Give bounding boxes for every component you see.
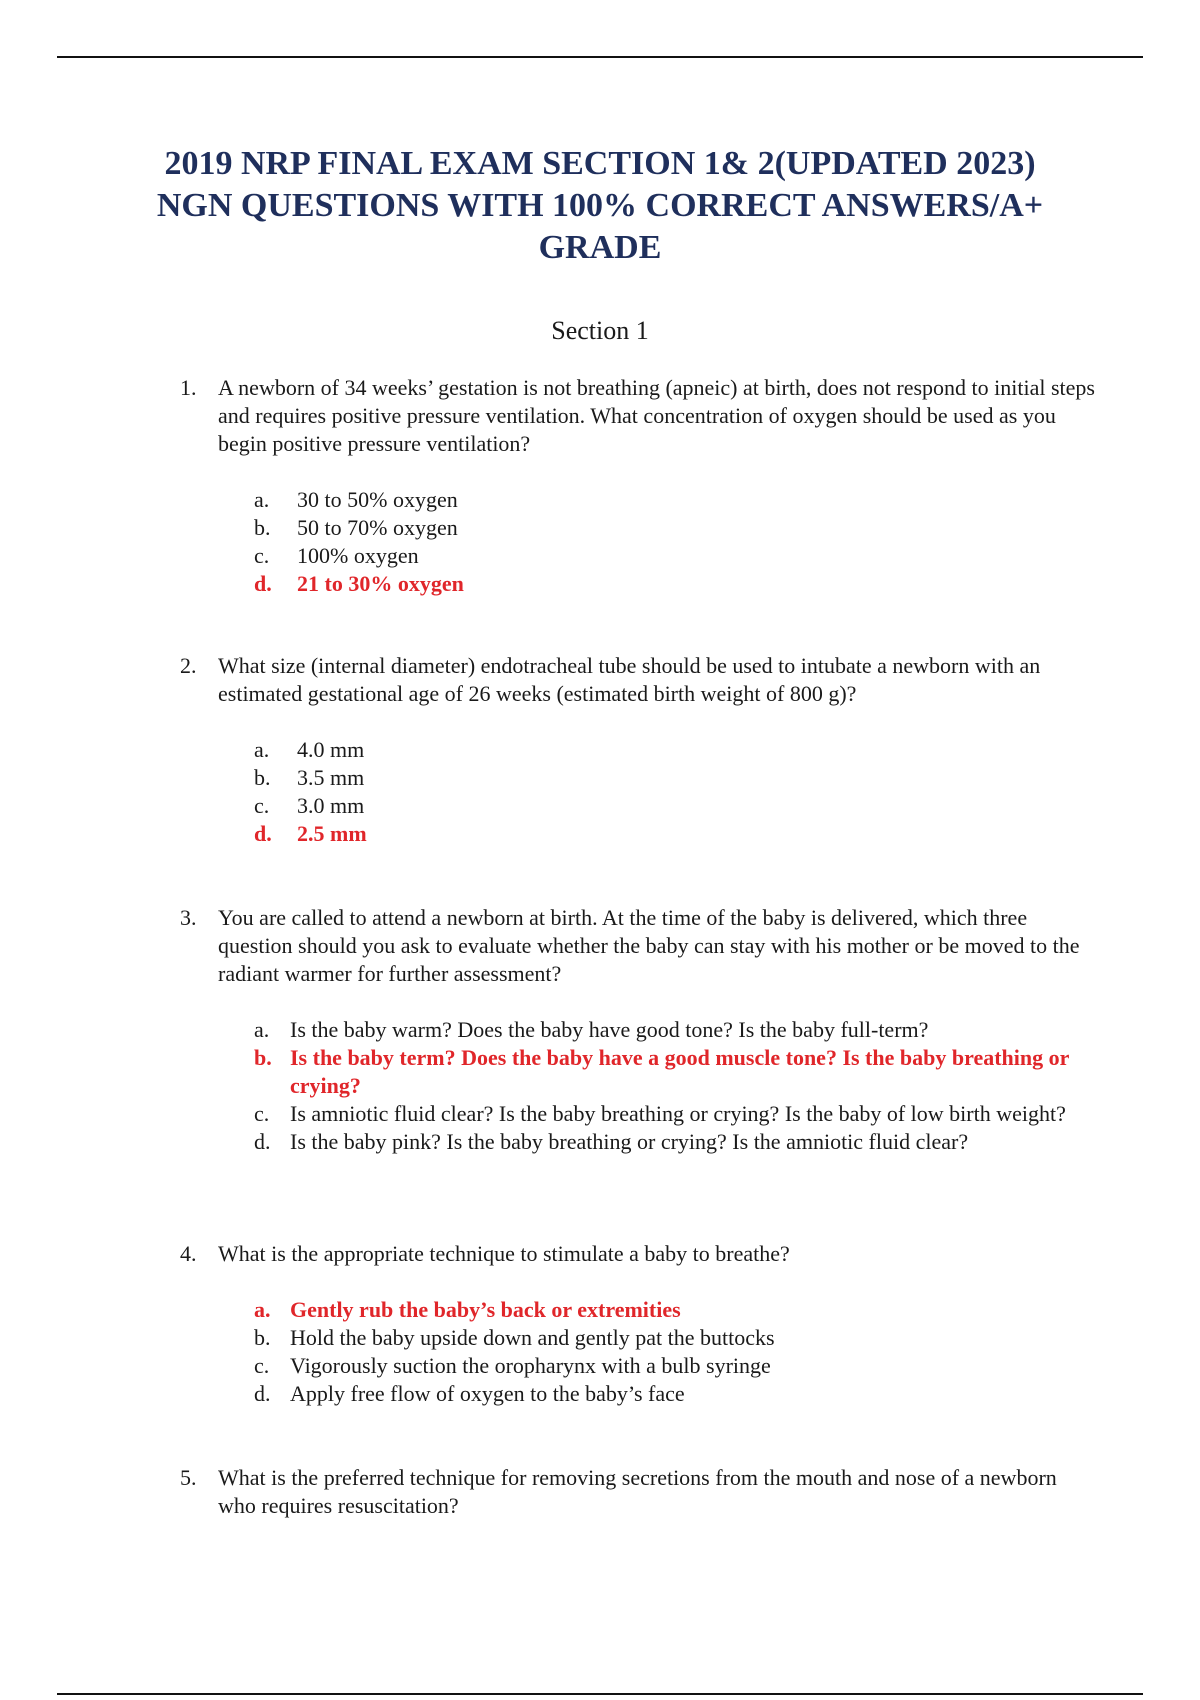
- question-number: 1.: [180, 375, 197, 400]
- top-rule: [57, 56, 1143, 58]
- answer-option: [0, 1324, 1200, 1352]
- option-text: 50 to 70% oxygen: [297, 515, 458, 540]
- option-letter: b.: [254, 1325, 271, 1350]
- option-text: 3.0 mm: [297, 793, 365, 818]
- option-letter: b.: [254, 765, 271, 790]
- option-letter: b.: [254, 515, 271, 540]
- title-line: NGN QUESTIONS WITH 100% CORRECT ANSWERS/A+: [156, 187, 1044, 224]
- question-4: [0, 1240, 1200, 1408]
- option-letter: d.: [254, 821, 272, 846]
- option-text: Is the baby warm? Does the baby have good tone? Is the baby full-term?: [290, 1017, 929, 1042]
- answer-option: [0, 1352, 1200, 1380]
- correct-answer-option: [0, 1044, 1200, 1100]
- option-letter: d.: [254, 1381, 271, 1406]
- option-letter: d.: [254, 571, 272, 596]
- question-text: A newborn of 34 weeks’ gestation is not breathing (apneic) at birth, does not respond to initial steps and requires positive pressure ventilation. What concentration of oxygen should be used as you begin positive pressure ventilation?: [218, 375, 1095, 456]
- option-letter: a.: [254, 1297, 271, 1322]
- question-text: What size (internal diameter) endotracheal tube should be used to intubate a newborn with an estimated gestational age of 26 weeks (estimated birth weight of 800 g)?: [218, 653, 1041, 706]
- option-text: Vigorously suction the oropharynx with a bulb syringe: [290, 1353, 771, 1378]
- title-line: 2019 NRP FINAL EXAM SECTION 1& 2(UPDATED 2023): [164, 145, 1036, 182]
- option-letter: c.: [254, 793, 270, 818]
- answer-option: [0, 486, 1200, 514]
- option-text: Apply free flow of oxygen to the baby’s face: [290, 1381, 685, 1406]
- option-letter: b.: [254, 1045, 272, 1070]
- option-text: 21 to 30% oxygen: [297, 571, 464, 596]
- answer-option: [0, 792, 1200, 820]
- option-text: 2.5 mm: [297, 821, 367, 846]
- option-text: 3.5 mm: [297, 765, 365, 790]
- answer-option: [0, 1016, 1200, 1044]
- question-1: [0, 374, 1200, 598]
- question-number: 2.: [180, 653, 197, 678]
- title-line: GRADE: [538, 229, 662, 266]
- answer-option: [0, 542, 1200, 570]
- option-letter: c.: [254, 543, 270, 568]
- question-2: [0, 652, 1200, 848]
- option-letter: a.: [254, 737, 270, 762]
- option-text: Gently rub the baby’s back or extremities: [290, 1297, 681, 1322]
- question-text: What is the appropriate technique to stimulate a baby to breathe?: [218, 1241, 790, 1266]
- question-text: You are called to attend a newborn at birth. At the time of the baby is delivered, which three question should you ask to evaluate whether the baby can stay with his mother or be moved to the radiant warmer for further assessment?: [218, 905, 1080, 986]
- answer-option: [0, 736, 1200, 764]
- correct-answer-option: [0, 570, 1200, 598]
- answer-options: [0, 486, 1200, 598]
- answer-option: [0, 1380, 1200, 1408]
- section-heading: Section 1: [551, 316, 649, 345]
- option-text: Hold the baby upside down and gently pat the buttocks: [290, 1325, 775, 1350]
- question-number: 3.: [180, 905, 197, 930]
- option-text: Is the baby term? Does the baby have a good muscle tone? Is the baby breathing or crying?: [290, 1045, 1070, 1098]
- bottom-rule: [57, 1693, 1143, 1695]
- option-letter: a.: [254, 1017, 270, 1042]
- answer-option: [0, 1100, 1200, 1128]
- option-text: Is amniotic fluid clear? Is the baby breathing or crying? Is the baby of low birth weight?: [290, 1101, 1066, 1126]
- option-letter: c.: [254, 1353, 270, 1378]
- option-text: Is the baby pink? Is the baby breathing or crying? Is the amniotic fluid clear?: [290, 1129, 969, 1154]
- question-5: [0, 1464, 1200, 1520]
- answer-option: [0, 514, 1200, 542]
- answer-option: [0, 1128, 1200, 1156]
- document-title: [100, 143, 1100, 269]
- option-text: 100% oxygen: [297, 543, 419, 568]
- correct-answer-option: [0, 820, 1200, 848]
- correct-answer-option: [0, 1296, 1200, 1324]
- answer-options: [0, 736, 1200, 848]
- answer-option: [0, 764, 1200, 792]
- question-number: 4.: [180, 1241, 197, 1266]
- question-3: [0, 904, 1200, 1156]
- option-letter: c.: [254, 1101, 270, 1126]
- option-text: 4.0 mm: [297, 737, 365, 762]
- option-text: 30 to 50% oxygen: [297, 487, 458, 512]
- question-number: 5.: [180, 1465, 197, 1490]
- option-letter: a.: [254, 487, 270, 512]
- question-text: What is the preferred technique for removing secretions from the mouth and nose of a newborn who requires resuscitation?: [218, 1465, 1057, 1518]
- option-letter: d.: [254, 1129, 271, 1154]
- answer-options: [0, 1296, 1200, 1408]
- answer-options: [0, 1016, 1200, 1156]
